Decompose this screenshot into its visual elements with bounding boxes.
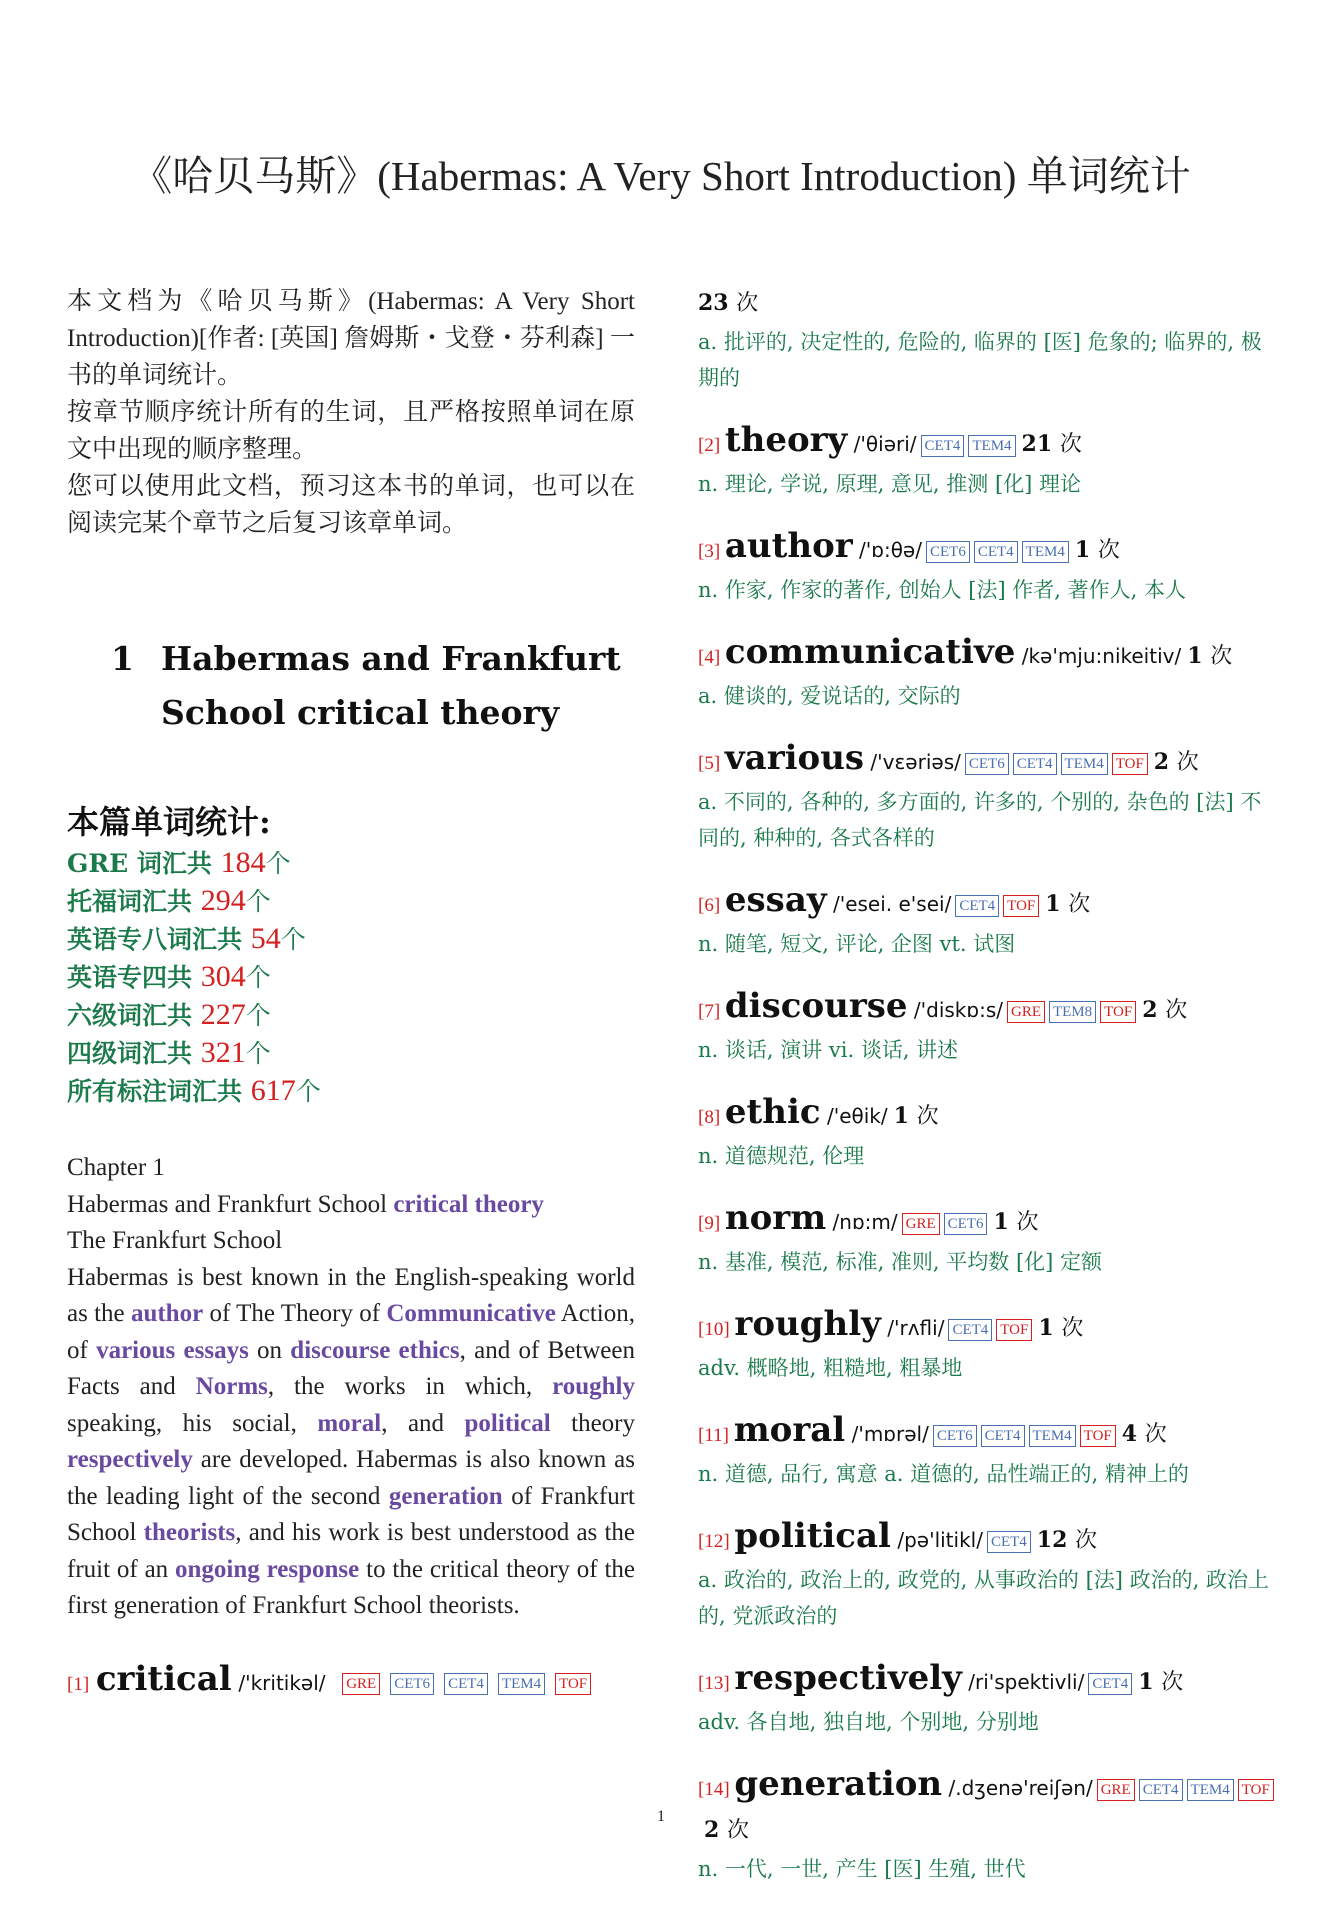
- entry-tag: TEM4: [1029, 1425, 1076, 1447]
- stat-count: 321: [200, 1036, 246, 1069]
- entry-index: [9]: [698, 1213, 725, 1234]
- entry-count: [1142, 997, 1187, 1023]
- entry-index: [10]: [698, 1319, 735, 1340]
- entry-index: [3]: [698, 541, 725, 562]
- entry-word: respectively: [734, 1658, 962, 1698]
- vocab-entry: [698, 1410, 1278, 1492]
- chapter-title-highlight[interactable]: critical theory: [393, 1190, 544, 1218]
- section-title-line1: Habermas and Frankfurt: [161, 639, 621, 678]
- entry-headline: [698, 1198, 1278, 1244]
- entry-definition: n. 道德规范, 伦理: [698, 1144, 865, 1168]
- entry-count-number: 1: [1045, 891, 1061, 917]
- highlighted-word[interactable]: various: [96, 1336, 176, 1364]
- entry-tag: CET4: [974, 541, 1018, 563]
- entry-tag: TEM4: [1187, 1779, 1234, 1801]
- vocab-entry: [698, 1658, 1278, 1740]
- highlighted-word[interactable]: response: [266, 1555, 360, 1583]
- text-run: , and of Between Facts and: [67, 1336, 636, 1400]
- text-run: on: [248, 1336, 291, 1364]
- entry-index: [12]: [698, 1531, 735, 1552]
- chapter-text: [67, 1150, 635, 1625]
- text-run: of Frankfurt School: [67, 1482, 635, 1546]
- entry-tag: TOF: [1238, 1779, 1274, 1801]
- entry-definition: adv. 各自地, 独自地, 个别地, 分别地: [698, 1710, 1039, 1734]
- intro: [67, 283, 635, 542]
- entry-headline: [698, 1410, 1278, 1456]
- stat-row: [67, 1072, 635, 1110]
- stat-count: 184: [220, 846, 266, 879]
- entry-headline: [698, 880, 1278, 926]
- highlighted-word[interactable]: discourse ethics: [290, 1336, 460, 1364]
- entry-headline: [698, 738, 1278, 784]
- entry-count: [1187, 643, 1232, 669]
- entry-count-unit: 次: [1075, 1528, 1098, 1553]
- entry-count-number: 1: [1138, 1669, 1154, 1695]
- text-run: theory: [550, 1409, 635, 1437]
- entry-tag: GRE: [902, 1213, 940, 1235]
- text-run: Habermas is best known in the English-speaking world as the: [67, 1263, 635, 1327]
- entry-count-number: 1: [1038, 1315, 1054, 1341]
- entry-headline: [698, 526, 1278, 572]
- entry-count-unit: 次: [1144, 1422, 1167, 1447]
- entry-tag: CET4: [981, 1425, 1025, 1447]
- entry-count-number: 21: [1021, 431, 1053, 457]
- highlighted-word[interactable]: moral: [317, 1409, 382, 1437]
- vocab-entry: [698, 1304, 1278, 1386]
- highlighted-word[interactable]: Communicative: [386, 1300, 556, 1327]
- stat-row: [67, 844, 635, 882]
- text-run: Action, of: [67, 1300, 635, 1364]
- entry-phonetic: /.dʒenə'reiʃən/: [942, 1776, 1093, 1800]
- vocab-entry: [698, 1092, 1278, 1174]
- entry-tag: CET6: [944, 1213, 988, 1235]
- stat-row: [67, 920, 635, 958]
- entry-phonetic: /'θiəri/: [847, 432, 917, 456]
- entry-phonetic: /'mɒrəl/: [845, 1422, 929, 1446]
- stat-count: 304: [200, 960, 246, 993]
- entry-index: [4]: [698, 647, 725, 668]
- entry-definition: n. 理论, 学说, 原理, 意见, 推测 [化] 理论: [698, 472, 1082, 496]
- entry-count-number: 4: [1121, 1421, 1138, 1447]
- section-title-line2: School critical theory: [161, 693, 560, 732]
- entry-count-unit: 次: [1059, 432, 1082, 457]
- stat-label: 托福词汇共: [67, 887, 201, 916]
- entry-tag: TOF: [555, 1673, 591, 1695]
- vocab-entry: [698, 1198, 1278, 1280]
- entry-tag: CET4: [955, 895, 999, 917]
- entry-tag: TOF: [1100, 1001, 1136, 1023]
- intro-paragraph: 您可以使用此文档，预习这本书的单词，也可以在阅读完某个章节之后复习该章单词。: [67, 473, 635, 537]
- entry-count: 23 次: [698, 290, 759, 316]
- entry-tag: GRE: [1097, 1779, 1135, 1801]
- entry-count-number: 2: [704, 1817, 720, 1843]
- right-column: [698, 283, 1278, 1911]
- entry-phonetic: /'vɛəriəs/: [864, 750, 961, 774]
- entry-tag: TOF: [1112, 753, 1148, 775]
- entry-definition: adv. 概略地, 粗糙地, 粗暴地: [698, 1356, 963, 1380]
- entry-tag: CET4: [1139, 1779, 1183, 1801]
- entry-count: [1075, 537, 1120, 563]
- entry-tag: TOF: [996, 1319, 1032, 1341]
- entry-count: [1038, 1315, 1083, 1341]
- intro-paragraph: 本文档为《哈贝马斯》(Habermas: A Very Short Introduction)[作者: [英国] 詹姆斯・戈登・芬利森] 一书的单词统计。: [67, 288, 635, 389]
- entry-phonetic: /ri'spektivli/: [961, 1670, 1085, 1694]
- entry-word: moral: [733, 1410, 846, 1450]
- entry-count-unit: 次: [1176, 750, 1199, 775]
- entry-index: [13]: [698, 1673, 735, 1694]
- chapter-label: Chapter 1: [67, 1154, 165, 1181]
- vocab-list: [698, 420, 1278, 1887]
- entry-count: [993, 1209, 1038, 1235]
- section-number: 1: [111, 639, 134, 678]
- stat-label: GRE 词汇共: [67, 849, 221, 878]
- stat-unit: 个: [245, 887, 271, 916]
- entry-tag: CET4: [444, 1673, 488, 1695]
- entry-index: [6]: [698, 895, 725, 916]
- entry-count-unit: 次: [1061, 1316, 1084, 1341]
- entry-definition: a. 批评的, 决定性的, 危险的, 临界的 [医] 危象的; 临界的, 极期的: [698, 330, 1262, 390]
- entry-count: [1045, 891, 1090, 917]
- entry-count: [1037, 1527, 1097, 1553]
- chapter-title-text: Habermas and Frankfurt School: [67, 1190, 394, 1218]
- entry-count-number: 2: [1153, 749, 1170, 775]
- vocab-entry: [698, 1516, 1278, 1634]
- entry-tag: TEM4: [498, 1673, 545, 1695]
- vocab-entry: [698, 986, 1278, 1068]
- entry-count-unit: 次: [1097, 538, 1120, 563]
- entry-tag: CET4: [948, 1319, 992, 1341]
- vocab-entry-first-continued: [698, 283, 1278, 396]
- stat-label: 英语专八词汇共: [67, 925, 251, 954]
- entry-count: [1022, 431, 1082, 457]
- highlighted-word[interactable]: generation: [388, 1482, 503, 1510]
- entry-definition: n. 谈话, 演讲 vi. 谈话, 讲述: [698, 1038, 959, 1062]
- entry-headline: [698, 632, 1278, 678]
- entry-word: author: [724, 526, 853, 566]
- vocab-entry: [698, 526, 1278, 608]
- entry-definition: n. 作家, 作家的著作, 创始人 [法] 作者, 著作人, 本人: [698, 578, 1187, 602]
- entry-tag: TOF: [1003, 895, 1039, 917]
- stat-row: [67, 996, 635, 1034]
- entry-index: [2]: [698, 435, 725, 456]
- entry-phonetic: /'esei. e'sei/: [826, 892, 952, 916]
- stat-row: [67, 882, 635, 920]
- entry-tag: GRE: [342, 1673, 380, 1695]
- entry-tag: GRE: [1007, 1001, 1045, 1023]
- entry-phonetic: /'eθik/: [820, 1104, 888, 1128]
- text-run: , and: [381, 1409, 465, 1437]
- highlighted-word[interactable]: ongoing: [175, 1555, 260, 1583]
- section-heading: [111, 632, 635, 740]
- entry-word: discourse: [724, 986, 908, 1026]
- entry-word: various: [724, 738, 865, 778]
- vocab-entry: [698, 738, 1278, 856]
- highlighted-word[interactable]: roughly: [552, 1373, 635, 1400]
- entry-count-unit: 次: [1165, 998, 1188, 1023]
- entry-tag: CET6: [933, 1425, 977, 1447]
- entry-word: political: [734, 1516, 891, 1556]
- stat-unit: 个: [245, 963, 271, 992]
- entry-count: [1154, 749, 1199, 775]
- entry-index: [1]: [67, 1673, 90, 1695]
- entry-phonetic: /'rʌfli/: [880, 1316, 945, 1340]
- entry-count-unit: 次: [1210, 644, 1233, 669]
- entry-index: [11]: [698, 1425, 734, 1446]
- stat-count: 294: [200, 884, 246, 917]
- stat-row: [67, 958, 635, 996]
- entry-definition: n. 随笔, 短文, 评论, 企图 vt. 试图: [698, 932, 1016, 956]
- stat-label: 六级词汇共: [67, 1001, 201, 1030]
- vocab-entry-first: [67, 1659, 635, 1705]
- entry-count-number: 2: [1142, 997, 1158, 1023]
- entry-tag: CET4: [1013, 753, 1057, 775]
- vocab-entry: [698, 880, 1278, 962]
- entry-index: [8]: [698, 1107, 725, 1128]
- entry-definition: a. 健谈的, 爱说话的, 交际的: [698, 684, 961, 708]
- entry-index: [5]: [698, 753, 725, 774]
- entry-headline: [698, 1516, 1278, 1562]
- highlighted-word[interactable]: author: [130, 1300, 204, 1327]
- text-run: [175, 1337, 183, 1364]
- text-run: speaking, his social,: [67, 1409, 318, 1437]
- stat-unit: 个: [280, 925, 306, 954]
- entry-headline: [698, 1304, 1278, 1350]
- stat-count: 54: [250, 922, 281, 955]
- entry-tag: CET6: [390, 1673, 434, 1695]
- entry-headline: [698, 986, 1278, 1032]
- text-run: are developed. Habermas is also known as the leading light of the second: [67, 1446, 635, 1510]
- entry-word: roughly: [734, 1304, 881, 1344]
- entry-count-number: 1: [893, 1103, 909, 1129]
- intro-paragraph: 按章节顺序统计所有的生词，且严格按照单词在原文中出现的顺序整理。: [67, 399, 635, 463]
- entry-headline: [698, 1092, 1278, 1138]
- text-run: of The Theory of: [203, 1300, 387, 1327]
- stat-unit: 个: [245, 1001, 271, 1030]
- entry-definition: a. 不同的, 各种的, 多方面的, 许多的, 个别的, 杂色的 [法] 不同的, 种种的, 各式各样的: [698, 790, 1262, 850]
- text-run: to the critical theory of the first generation of Frankfurt School theorists.: [67, 1555, 636, 1619]
- entry-word: ethic: [724, 1092, 821, 1132]
- highlighted-word[interactable]: political: [464, 1409, 551, 1437]
- entry-count-unit: 次: [1161, 1670, 1184, 1695]
- entry-phonetic: /'ɒ:θə/: [852, 538, 922, 562]
- highlighted-word[interactable]: respectively: [67, 1446, 193, 1473]
- entry-count-number: 1: [1074, 537, 1091, 563]
- entry-count-unit: 次: [1068, 892, 1091, 917]
- stats-heading: 本篇单词统计:: [67, 803, 271, 841]
- entry-tags: [332, 1671, 591, 1695]
- chapter-paragraph: [67, 1260, 635, 1625]
- stat-row: [67, 1034, 635, 1072]
- entry-phonetic: /nɒ:m/: [826, 1210, 898, 1234]
- stat-unit: 个: [265, 849, 291, 878]
- text-run: [260, 1556, 267, 1583]
- highlighted-word[interactable]: essays: [183, 1336, 249, 1364]
- entry-definition: n. 一代, 一世, 产生 [医] 生殖, 世代: [698, 1857, 1026, 1881]
- vocab-entry: [698, 420, 1278, 502]
- entry-tag: CET4: [987, 1531, 1031, 1553]
- text-run: , and his work is best understood as the fruit of an: [67, 1519, 635, 1583]
- stat-label: 所有标注词汇共: [67, 1077, 251, 1106]
- entry-count-number: 1: [993, 1209, 1009, 1235]
- entry-tag: TEM4: [968, 435, 1015, 457]
- stat-unit: 个: [295, 1077, 321, 1106]
- entry-tag: CET6: [965, 753, 1009, 775]
- entry-index: [7]: [698, 1001, 725, 1022]
- chapter-title: [67, 1187, 635, 1224]
- entry-tag: TOF: [1080, 1425, 1116, 1447]
- entry-count-number: 12: [1036, 1527, 1068, 1553]
- stat-label: 四级词汇共: [67, 1039, 201, 1068]
- entry-word: theory: [724, 420, 848, 460]
- entry-count: [1138, 1669, 1183, 1695]
- entry-tag: CET4: [1088, 1673, 1132, 1695]
- entry-word: communicative: [724, 632, 1016, 672]
- entry-tag: TEM4: [1061, 753, 1108, 775]
- stat-count: 617: [250, 1074, 296, 1107]
- stat-unit: 个: [245, 1039, 271, 1068]
- vocab-entry: [698, 632, 1278, 714]
- highlighted-word[interactable]: Norms: [195, 1373, 268, 1400]
- entry-phonetic: /kə'mju:nikeitiv/: [1015, 644, 1182, 668]
- entry-phonetic: /pə'litikl/: [890, 1528, 983, 1552]
- entry-definition: n. 基准, 模范, 标准, 准则, 平均数 [化] 定额: [698, 1250, 1103, 1274]
- stat-label: 英语专四共: [67, 963, 201, 992]
- entry-count-unit: 次: [1016, 1210, 1039, 1235]
- entry-phonetic: /'kritikəl/: [238, 1670, 326, 1695]
- entry-tag: CET6: [926, 541, 970, 563]
- entry-word: norm: [724, 1198, 827, 1238]
- stat-count: 227: [200, 998, 246, 1031]
- entry-word: essay: [724, 880, 827, 920]
- entry-word: critical: [95, 1658, 232, 1699]
- left-column: [67, 283, 635, 1705]
- entry-count-number: 1: [1187, 643, 1203, 669]
- entry-tag: TEM8: [1049, 1001, 1096, 1023]
- entry-tag: CET4: [921, 435, 965, 457]
- entry-index: [14]: [698, 1779, 735, 1800]
- stats-list: [67, 844, 635, 1110]
- entry-definition: n. 道德, 品行, 寓意 a. 道德的, 品性端正的, 精神上的: [698, 1462, 1189, 1486]
- page-number: 1: [657, 1808, 665, 1825]
- entry-headline: [698, 420, 1278, 466]
- entry-count: [894, 1103, 939, 1129]
- entry-count-unit: 次: [916, 1104, 939, 1129]
- entry-word: generation: [734, 1764, 943, 1804]
- entry-count-unit: 次: [726, 1818, 749, 1843]
- entry-headline: [698, 1658, 1278, 1704]
- text-run: , the works in which,: [267, 1373, 553, 1400]
- entry-tag: TEM4: [1022, 541, 1069, 563]
- highlighted-word[interactable]: theorists: [143, 1519, 236, 1546]
- entry-definition: a. 政治的, 政治上的, 政党的, 从事政治的 [法] 政治的, 政治上的, 党派政治的: [698, 1568, 1270, 1628]
- entry-count: [1122, 1421, 1167, 1447]
- chapter-subtitle: The Frankfurt School: [67, 1227, 283, 1254]
- entry-phonetic: /'diskɒ:s/: [907, 998, 1003, 1022]
- page-title: 《哈贝马斯》(Habermas: A Very Short Introduction) 单词统计: [131, 153, 1191, 199]
